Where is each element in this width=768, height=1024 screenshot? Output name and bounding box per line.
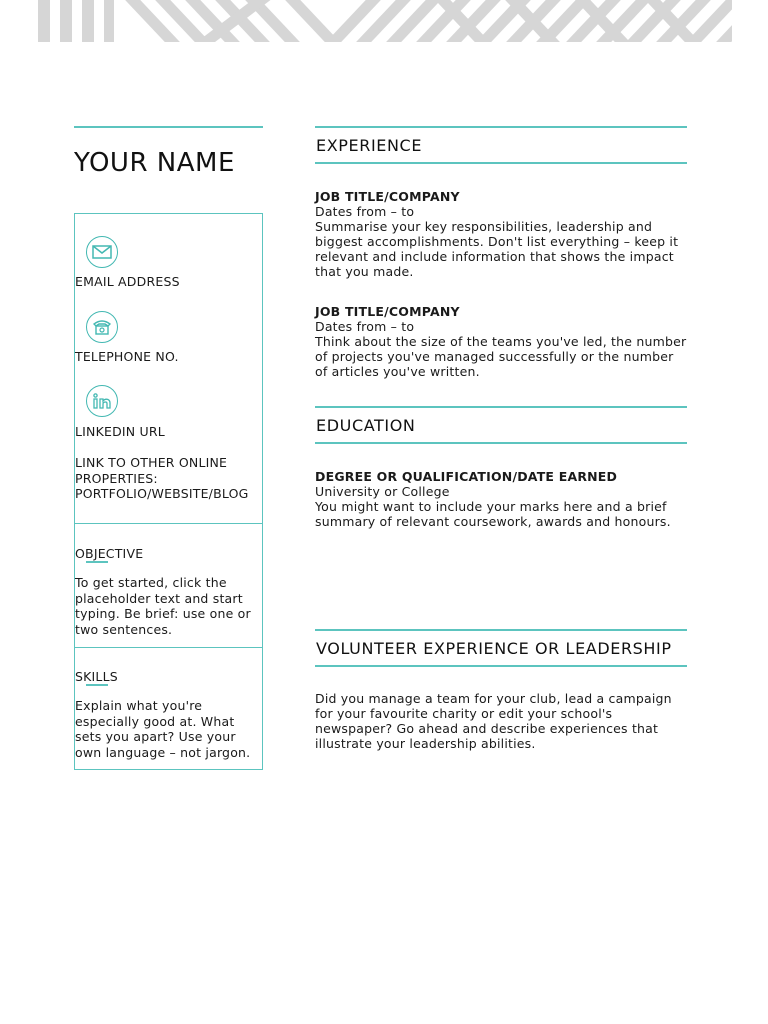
- education-entry[interactable]: [315, 469, 687, 529]
- experience-rule-bottom: [315, 162, 687, 164]
- job-dates: Dates from – to: [315, 319, 415, 334]
- job-entry-1[interactable]: [315, 189, 687, 279]
- experience-rule-top: [315, 126, 687, 128]
- linkedin-icon: [86, 385, 118, 417]
- divider-objective: [75, 523, 262, 524]
- education-description: You might want to include your marks here and a brief summary of relevant coursework, awards and honours.: [315, 499, 671, 529]
- volunteer-description: Did you manage a team for your club, lead a campaign for your favourite charity or edit your school's newspaper? Go ahead and describe experiences that illustrate your leadership abilities.: [315, 691, 672, 751]
- name-block: [74, 126, 264, 179]
- volunteer-rule-top: [315, 629, 687, 631]
- objective-text[interactable]: To get started, click the placeholder text and start typing. Be brief: use one or two sentences.: [75, 575, 251, 637]
- skills-text[interactable]: Explain what you're especially good at. What sets you apart? Use your own language – not jargon.: [75, 698, 251, 760]
- decorative-banner: [38, 0, 732, 42]
- telephone-number[interactable]: TELEPHONE NO.: [75, 349, 179, 364]
- objective-heading: OBJECTIVE: [75, 546, 144, 561]
- education-title: EDUCATION: [316, 416, 416, 435]
- experience-title: EXPERIENCE: [316, 136, 423, 155]
- job-entry-2[interactable]: [315, 304, 687, 379]
- your-name[interactable]: YOUR NAME: [74, 148, 235, 178]
- email-icon: [86, 236, 118, 268]
- telephone-icon: [86, 311, 118, 343]
- school-name: University or College: [315, 484, 450, 499]
- education-rule-top: [315, 406, 687, 408]
- objective-underline: [86, 561, 108, 563]
- job-title: JOB TITLE/COMPANY: [315, 189, 460, 204]
- name-rule: [74, 126, 263, 128]
- skills-heading: SKILLS: [75, 669, 118, 684]
- volunteer-title: VOLUNTEER EXPERIENCE OR LEADERSHIP: [316, 639, 672, 658]
- volunteer-rule-bottom: [315, 665, 687, 667]
- divider-skills: [75, 647, 262, 648]
- job-description: Think about the size of the teams you've led, the number of projects you've managed successfully or the number of articles you've written.: [315, 334, 687, 379]
- job-dates: Dates from – to: [315, 204, 415, 219]
- education-rule-bottom: [315, 442, 687, 444]
- job-description: Summarise your key responsibilities, leadership and biggest accomplishments. Don't list everything – keep it relevant and include information that shows the impact that you made.: [315, 219, 679, 279]
- email-address[interactable]: EMAIL ADDRESS: [75, 274, 180, 289]
- job-title: JOB TITLE/COMPANY: [315, 304, 460, 319]
- other-online-properties[interactable]: LINK TO OTHER ONLINE PROPERTIES: PORTFOLIO/WEBSITE/BLOG: [75, 455, 249, 501]
- linkedin-url[interactable]: LINKEDIN URL: [75, 424, 165, 439]
- degree-title: DEGREE OR QUALIFICATION/DATE EARNED: [315, 469, 618, 484]
- volunteer-entry[interactable]: [315, 691, 687, 751]
- skills-underline: [86, 684, 108, 686]
- contact-box: [74, 213, 263, 770]
